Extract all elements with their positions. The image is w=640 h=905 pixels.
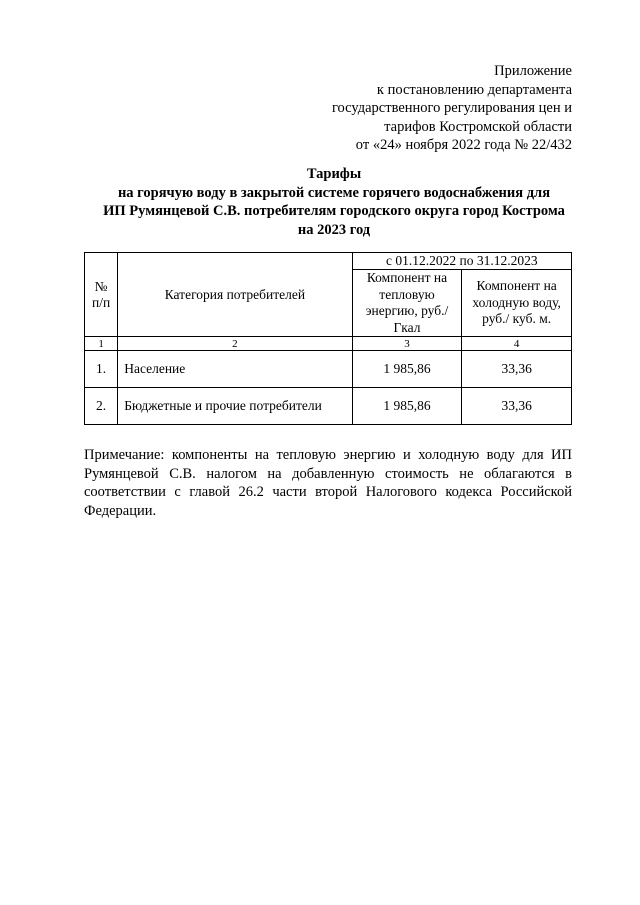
document-title — [84, 165, 584, 239]
header-heat-component: Компонент на тепловую энергию, руб./Гкал — [352, 270, 462, 337]
table-row — [85, 351, 572, 388]
row-heat-value: 1 985,86 — [352, 351, 462, 388]
appendix-line-4: тарифов Костромской области — [384, 118, 572, 135]
col-number-4: 4 — [462, 337, 572, 351]
row-category: Население — [118, 351, 352, 388]
row-cold-value: 33,36 — [462, 388, 572, 425]
col-number-3: 3 — [352, 337, 462, 351]
col-number-2: 2 — [118, 337, 352, 351]
title-line-2: на горячую воду в закрытой системе горячего водоснабжения для — [117, 184, 551, 201]
title-line-1: Тарифы — [306, 166, 362, 182]
appendix-line-3: государственного регулирования цен и — [331, 100, 572, 116]
appendix-block — [332, 62, 572, 155]
note-paragraph: Примечание: компоненты на тепловую энергию и холодную воду для ИП Румянцевой С.В. налогом на добавленную стоимость не облагаются в соответствии с главой 26.2 части второй Налогового кодекса Российской Федерации. — [84, 447, 572, 519]
table-header-row-1 — [85, 253, 572, 270]
tariffs-table — [84, 252, 572, 425]
row-cold-value: 33,36 — [462, 351, 572, 388]
column-number-row — [85, 337, 572, 351]
col-number-1: 1 — [85, 337, 118, 351]
header-category: Категория потребителей — [118, 253, 352, 337]
row-category: Бюджетные и прочие потребители — [118, 388, 352, 425]
row-heat-value: 1 985,86 — [352, 388, 462, 425]
title-line-4: на 2023 год — [297, 221, 371, 238]
row-no: 2. — [85, 388, 118, 425]
title-line-3: ИП Румянцевой С.В. потребителям городского округа город Кострома — [103, 203, 565, 219]
table-row — [85, 388, 572, 425]
header-cold-component: Компонент на холодную воду, руб./ куб. м. — [462, 270, 572, 337]
appendix-line-2: к постановлению департамента — [376, 81, 572, 98]
appendix-line-1: Приложение — [494, 63, 572, 79]
header-period: с 01.12.2022 по 31.12.2023 — [352, 253, 571, 270]
header-no: № п/п — [85, 253, 118, 337]
appendix-line-5: от «24» ноября 2022 года № 22/432 — [355, 137, 572, 153]
row-no: 1. — [85, 351, 118, 388]
